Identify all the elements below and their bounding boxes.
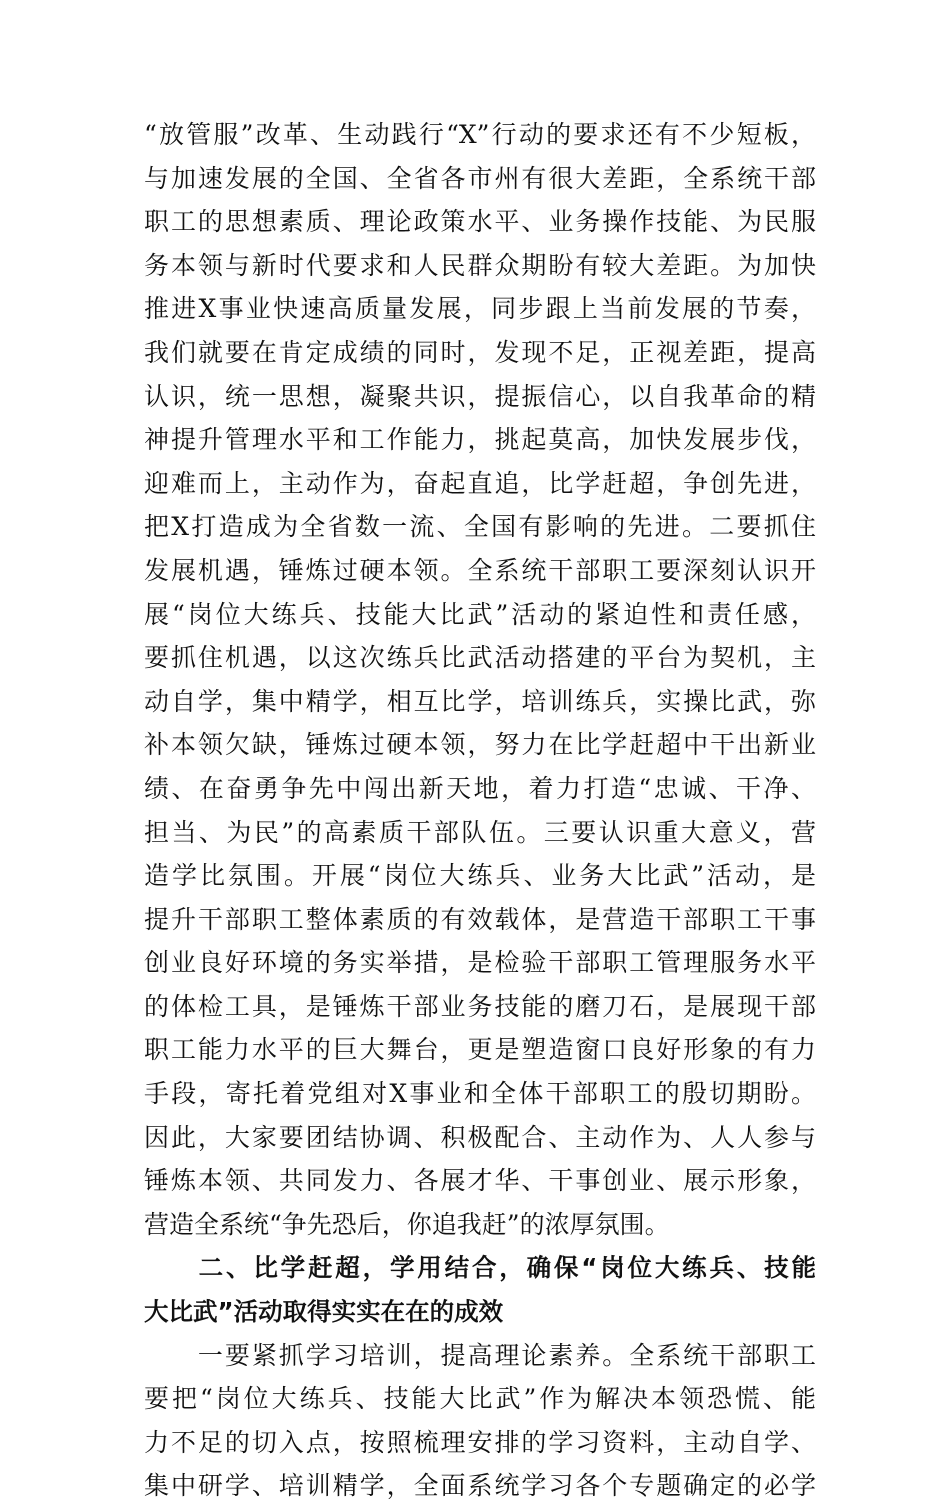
body-text-line: 迎难而上，主动作为，奋起直追，比学赶超，争创先进， — [144, 468, 816, 498]
body-text-line: 把X打造成为全省数一流、全国有影响的先进。二要抓住 — [144, 512, 816, 542]
body-text-line: 神提升管理水平和工作能力，挑起莫高，加快发展步伐， — [144, 425, 816, 455]
body-text-line: 造学比氛围。开展“岗位大练兵、业务大比武”活动，是 — [144, 861, 816, 891]
body-text-line: 力不足的切入点，按照梳理安排的学习资料，主动自学、 — [144, 1427, 816, 1457]
body-text-line: “放管服”改革、生动践行“X”行动的要求还有不少短板， — [144, 120, 816, 149]
body-text-line: 务本领与新时代要求和人民群众期盼有较大差距。为加快 — [144, 250, 816, 280]
body-text-line: 创业良好环境的务实举措，是检验干部职工管理服务水平 — [144, 948, 816, 978]
body-text-line: 因此，大家要团结协调、积极配合、主动作为、人人参与 — [144, 1122, 816, 1152]
body-text-line: 一要紧抓学习培训，提高理论素养。全系统干部职工 — [144, 1340, 816, 1370]
body-text-line: 职工的思想素质、理论政策水平、业务操作技能、为民服 — [144, 207, 816, 237]
body-text-line: 绩、在奋勇争先中闯出新天地，着力打造“忠诚、干净、 — [144, 773, 816, 803]
section-heading-line: 大比武”活动取得实实在在的成效 — [144, 1297, 504, 1327]
body-text-line: 展“岗位大练兵、技能大比武”活动的紧迫性和责任感， — [144, 599, 816, 629]
body-text-line: 手段，寄托着党组对X事业和全体干部职工的殷切期盼。 — [144, 1079, 816, 1109]
body-text-line: 与加速发展的全国、全省各市州有很大差距，全系统干部 — [144, 163, 816, 193]
body-text-line: 要抓住机遇，以这次练兵比武活动搭建的平台为契机，主 — [144, 643, 816, 673]
body-text-line: 动自学，集中精学，相互比学，培训练兵，实操比武，弥 — [144, 686, 816, 716]
body-text-line: 我们就要在肯定成绩的同时，发现不足，正视差距，提高 — [144, 337, 816, 367]
document-body — [144, 113, 816, 1508]
body-text-line: 要把“岗位大练兵、技能大比武”作为解决本领恐慌、能 — [144, 1384, 816, 1414]
body-text-line: 认识，统一思想，凝聚共识，提振信心，以自我革命的精 — [144, 381, 816, 411]
body-text-line: 集中研学、培训精学，全面系统学习各个专题确定的必学 — [144, 1471, 816, 1501]
body-text-line: 职工能力水平的巨大舞台，更是塑造窗口良好形象的有力 — [144, 1035, 816, 1065]
body-text-line: 补本领欠缺，锤炼过硬本领，努力在比学赶超中干出新业 — [144, 730, 816, 760]
body-text-line: 提升干部职工整体素质的有效载体，是营造干部职工干事 — [144, 904, 816, 934]
section-heading-line: 二、比学赶超，学用结合，确保“岗位大练兵、技能 — [144, 1253, 816, 1283]
body-text-line: 推进X事业快速高质量发展，同步跟上当前发展的节奏， — [144, 294, 816, 324]
body-text-line: 锤炼本领、共同发力、各展才华、干事创业、展示形象， — [144, 1166, 816, 1196]
body-text-line: 营造全系统“争先恐后，你追我赶”的浓厚氛围。 — [144, 1209, 670, 1239]
body-text-line: 担当、为民”的高素质干部队伍。三要认识重大意义，营 — [144, 817, 816, 847]
body-text-line: 发展机遇，锤炼过硬本领。全系统干部职工要深刻认识开 — [144, 555, 816, 585]
body-text-line: 的体检工具，是锤炼干部业务技能的磨刀石，是展现干部 — [144, 991, 816, 1021]
